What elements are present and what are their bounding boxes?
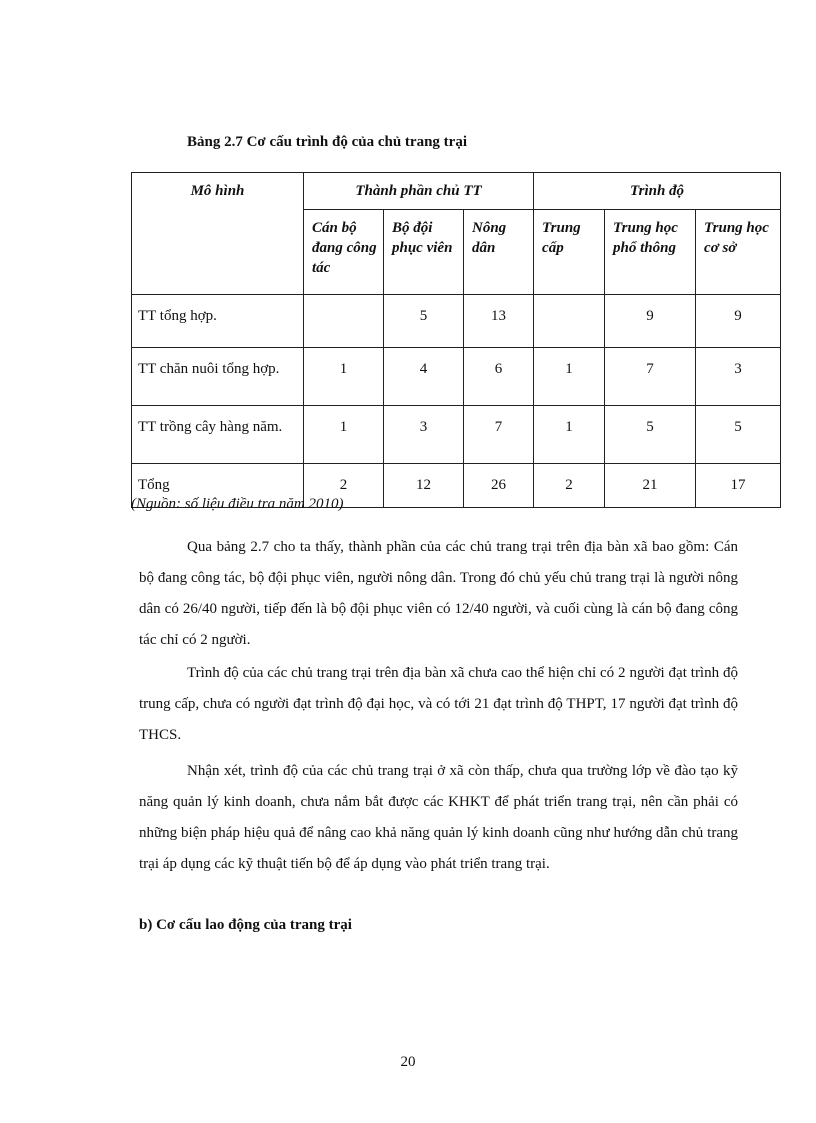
table-header-row [132,173,781,210]
row-label: TT chăn nuôi tổng hợp. [132,348,304,406]
table-cell: 9 [605,295,696,348]
header-owner-composition: Thành phần chủ TT [304,173,534,210]
table-cell: 4 [384,348,464,406]
header-model: Mô hình [132,173,304,295]
row-label: Tổng [132,464,304,508]
qualification-table [131,172,781,508]
table-cell: 2 [534,464,605,508]
table-cell: 5 [384,295,464,348]
table-cell: 1 [304,348,384,406]
subheader-high-school: Trung học phổ thông [605,210,696,295]
row-label: TT tổng hợp. [132,295,304,348]
table-cell [534,295,605,348]
table-cell: 5 [605,406,696,464]
paragraph: Qua bảng 2.7 cho ta thấy, thành phần của các chủ trang trại trên địa bàn xã bao gồm: Cán bộ đang công tác, bộ đội phục viên, người nông dân. Trong đó chủ yếu chủ trang trại là người nông dân có 26/40 người, tiếp đến là bộ đội phục viên có 12/40 người, và cuối cùng là cán bộ đang công tác chỉ có 2 người. [139,539,738,648]
section-heading: b) Cơ cấu lao động của trang trại [139,917,352,933]
row-label: TT trồng cây hàng năm. [132,406,304,464]
table-row [132,348,781,406]
source-note: (Nguồn: số liệu điều tra năm 2010) [131,496,344,512]
page-number: 20 [400,1054,416,1070]
table-cell: 12 [384,464,464,508]
subheader-secondary-school: Trung học cơ sở [696,210,781,295]
table-cell: 9 [696,295,781,348]
subheader-officials: Cán bộ đang công tác [304,210,384,295]
table-cell: 3 [384,406,464,464]
table-row [132,406,781,464]
subheader-vocational: Trung cấp [534,210,605,295]
subheader-veterans: Bộ đội phục viên [384,210,464,295]
table-cell [304,295,384,348]
table-caption: Bảng 2.7 Cơ cấu trình độ của chủ trang trại [187,134,467,150]
table-cell: 6 [464,348,534,406]
subheader-farmers: Nông dân [464,210,534,295]
table-cell: 13 [464,295,534,348]
table-cell: 7 [464,406,534,464]
table-cell: 3 [696,348,781,406]
table-cell: 1 [534,406,605,464]
table-cell: 1 [534,348,605,406]
table-cell: 21 [605,464,696,508]
table-cell: 1 [304,406,384,464]
paragraph: Trình độ của các chủ trang trại trên địa bàn xã chưa cao thể hiện chỉ có 2 người đạt trình độ trung cấp, chưa có người đạt trình độ đại học, và có tới 21 đạt trình độ THPT, 17 người đạt trình độ THCS. [139,665,738,743]
paragraph: Nhận xét, trình độ của các chủ trang trại ở xã còn thấp, chưa qua trường lớp về đào tạo kỹ năng quản lý kinh doanh, chưa nắm bắt được các KHKT để phát triển trang trại, nên cần phải có những biện pháp hiệu quả để nâng cao khả năng quản lý kinh doanh cũng như hướng dẫn chủ trang trại áp dụng các kỹ thuật tiến bộ để áp dụng vào phát triển trang trại. [139,763,738,872]
table-cell: 17 [696,464,781,508]
table-cell: 26 [464,464,534,508]
table-cell: 5 [696,406,781,464]
header-education-level: Trình độ [534,173,781,210]
table-row [132,295,781,348]
table-cell: 7 [605,348,696,406]
table-cell: 2 [304,464,384,508]
